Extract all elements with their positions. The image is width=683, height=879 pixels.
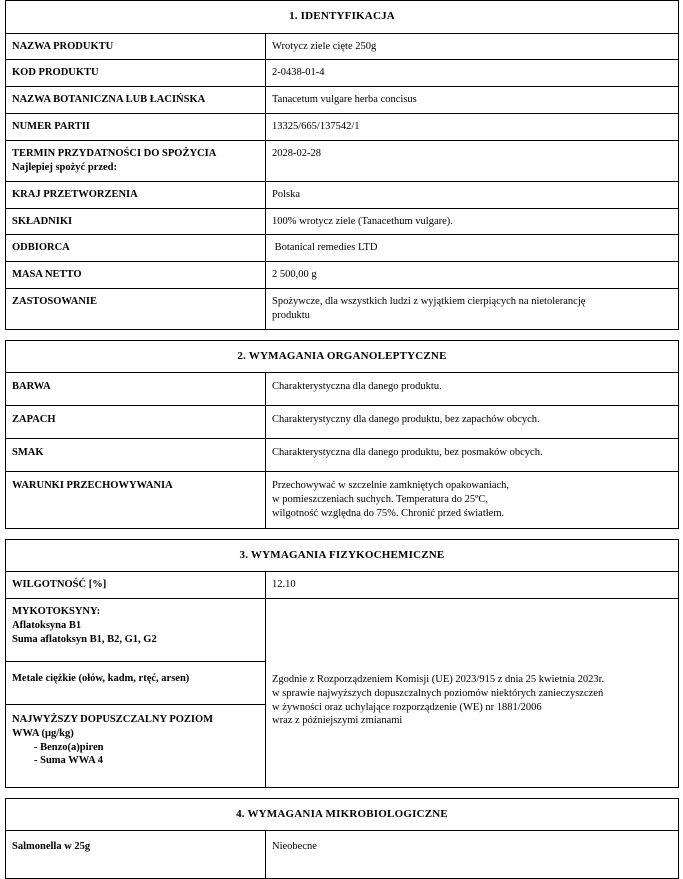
regulation-line1: Zgodnie z Rozporządzeniem Komisji (UE) 2023/915 z dnia 25 kwietnia 2023r. — [272, 673, 605, 685]
row-label-mykotoksyny — [6, 598, 266, 661]
warunki-line3: wilgotność względna do 75%. Chronić przed światłem. — [272, 507, 505, 519]
row-label-zastosowanie: ZASTOSOWANIE — [6, 289, 266, 330]
row-value-warunki-przechowywania — [266, 471, 679, 528]
section-header-row — [6, 1, 679, 34]
table-row — [6, 140, 679, 181]
table-row — [6, 114, 679, 141]
table-row — [6, 60, 679, 87]
row-value-skladniki: 100% wrotycz ziele (Tanacethum vulgare). — [266, 208, 679, 235]
section-fizykochemiczne-table — [5, 539, 679, 788]
table-row — [6, 373, 679, 406]
row-label-warunki-przechowywania: WARUNKI PRZECHOWYWANIA — [6, 471, 266, 528]
wwa-line3: - Benzo(a)piren — [34, 741, 104, 753]
table-row — [6, 439, 679, 472]
row-label-zapach: ZAPACH — [6, 406, 266, 439]
section-mikrobiologiczne-table — [5, 798, 679, 879]
row-label-wilgotnosc: WILGOTNOŚĆ [%] — [6, 572, 266, 599]
regulation-line2: w sprawie najwyższych dopuszczalnych poziomów niektórych zanieczyszczeń — [272, 687, 604, 699]
row-value-wilgotnosc: 12.10 — [266, 572, 679, 599]
section-header-mikrobiologiczne: 4. WYMAGANIA MIKROBIOLOGICZNE — [6, 798, 679, 831]
section-gap — [0, 529, 683, 539]
table-row — [6, 289, 679, 330]
row-value-zapach: Charakterystyczny dla danego produktu, bez zapachów obcych. — [266, 406, 679, 439]
row-value-odbiorca: Botanical remedies LTD — [266, 235, 679, 262]
row-value-nazwa-produktu: Wrotycz ziele cięte 250g — [266, 33, 679, 60]
row-label-smak: SMAK — [6, 439, 266, 472]
table-row — [6, 262, 679, 289]
table-row — [6, 471, 679, 528]
table-row — [6, 235, 679, 262]
row-label-odbiorca: ODBIORCA — [6, 235, 266, 262]
wwa-line1: NAJWYŻSZY DOPUSZCZALNY POZIOM — [12, 713, 214, 725]
mykotoksyny-line1: MYKOTOKSYNY: — [12, 605, 101, 617]
row-label-kraj-przetworzenia: KRAJ PRZETWORZENIA — [6, 181, 266, 208]
table-row — [6, 406, 679, 439]
row-label-nazwa-produktu: NAZWA PRODUKTU — [6, 33, 266, 60]
row-label-salmonella: Salmonella w 25g — [6, 831, 266, 879]
row-value-termin-przydatnosci: 2028-02-28 — [266, 140, 679, 181]
wwa-line2: WWA (µg/kg) — [12, 727, 74, 739]
row-value-regulation — [266, 598, 679, 787]
row-label-masa-netto: MASA NETTO — [6, 262, 266, 289]
table-row — [6, 87, 679, 114]
row-value-kraj-przetworzenia: Polska — [266, 181, 679, 208]
section-organoleptyczne-table — [5, 340, 679, 529]
row-label-nazwa-botaniczna: NAZWA BOTANICZNA LUB ŁACIŃSKA — [6, 87, 266, 114]
row-value-smak: Charakterystyczna dla danego produktu, bez posmaków obcych. — [266, 439, 679, 472]
row-value-zastosowanie-line2: produktu — [272, 309, 310, 321]
table-row — [6, 208, 679, 235]
regulation-line4: wraz z późniejszymi zmianami — [272, 715, 403, 727]
row-value-zastosowanie-line1: Spożywcze, dla wszystkich ludzi z wyjątkiem cierpiących na nietolerancję — [272, 296, 586, 308]
wwa-line4: - Suma WWA 4 — [34, 755, 103, 767]
table-row — [6, 831, 679, 879]
row-value-masa-netto: 2 500,00 g — [266, 262, 679, 289]
section-header-row — [6, 539, 679, 572]
row-value-zastosowanie — [266, 289, 679, 330]
section-gap — [0, 330, 683, 340]
mykotoksyny-line3: Suma aflatoksyn B1, B2, G1, G2 — [12, 633, 157, 645]
row-label-termin-line2: Najlepiej spożyć przed: — [12, 161, 117, 173]
warunki-line2: w pomieszczeniach suchych. Temperatura do 25ºC, — [272, 493, 489, 505]
row-label-metale-ciezkie: Metale ciężkie (ołów, kadm, rtęć, arsen) — [6, 661, 266, 704]
table-row — [6, 33, 679, 60]
section-identyfikacja-table — [5, 0, 679, 330]
row-label-kod-produktu: KOD PRODUKTU — [6, 60, 266, 87]
section-header-row — [6, 340, 679, 373]
table-row — [6, 181, 679, 208]
row-label-termin-line1: TERMIN PRZYDATNOŚCI DO SPOŻYCIA — [12, 147, 217, 159]
section-header-row — [6, 798, 679, 831]
section-header-organoleptyczne: 2. WYMAGANIA ORGANOLEPTYCZNE — [6, 340, 679, 373]
row-value-salmonella: Nieobecne — [266, 831, 679, 879]
row-label-numer-partii: NUMER PARTII — [6, 114, 266, 141]
row-value-barwa: Charakterystyczna dla danego produktu. — [266, 373, 679, 406]
regulation-line3: w żywności oraz uchylające rozporządzenie (WE) nr 1881/2006 — [272, 701, 542, 713]
section-header-fizykochemiczne: 3. WYMAGANIA FIZYKOCHEMICZNE — [6, 539, 679, 572]
row-label-wwa — [6, 704, 266, 787]
table-row — [6, 598, 679, 661]
row-label-barwa: BARWA — [6, 373, 266, 406]
row-value-numer-partii: 13325/665/137542/1 — [266, 114, 679, 141]
warunki-line1: Przechowywać w szczelnie zamkniętych opakowaniach, — [272, 479, 510, 491]
row-label-skladniki: SKŁADNIKI — [6, 208, 266, 235]
row-label-termin-przydatnosci — [6, 140, 266, 181]
table-row — [6, 572, 679, 599]
mykotoksyny-line2: Aflatoksyna B1 — [12, 619, 82, 631]
section-header-identyfikacja: 1. IDENTYFIKACJA — [6, 1, 679, 34]
section-gap — [0, 788, 683, 798]
row-value-nazwa-botaniczna: Tanacetum vulgare herba concisus — [266, 87, 679, 114]
row-value-kod-produktu: 2-0438-01-4 — [266, 60, 679, 87]
